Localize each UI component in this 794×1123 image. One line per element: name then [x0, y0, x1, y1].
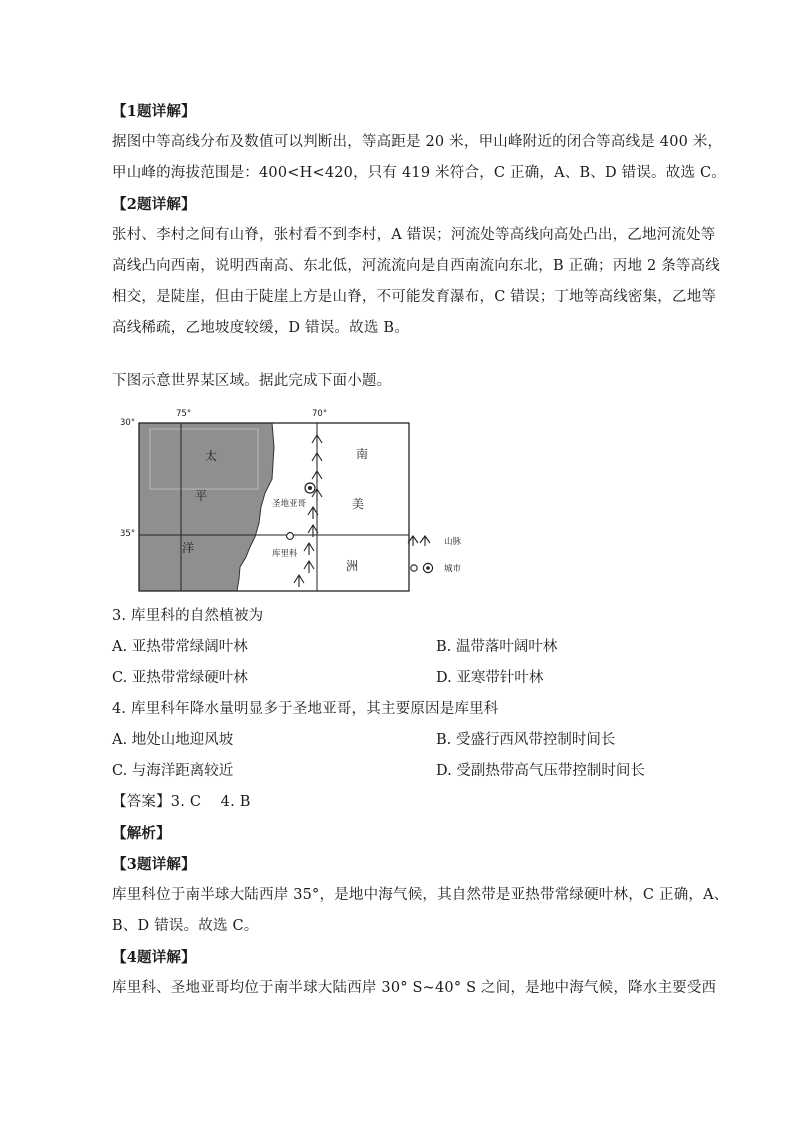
label-lon-75: 75°: [176, 409, 192, 419]
legend-mountain-label: 山脉: [444, 537, 462, 547]
option-3a: A. 亚热带常绿阔叶林: [112, 639, 248, 655]
label-curico: 库里科: [272, 549, 298, 559]
continent-char-1: 南: [356, 447, 369, 461]
question-3-options-row2: [112, 663, 682, 694]
label-santiago: 圣地亚哥: [272, 499, 307, 509]
section-head-q4: 【4题详解】: [112, 949, 196, 966]
option-3c: C. 亚热带常绿硬叶林: [112, 670, 248, 686]
option-4c: C. 与海洋距离较近: [112, 763, 234, 779]
paragraph-line: 高线凸向西南，说明西南高、东北低，河流流向是自西南流向东北，B 正确；丙地 2 条等高线: [112, 258, 721, 274]
question-4-stem: 4. 库里科年降水量明显多于圣地亚哥，其主要原因是库里科: [112, 701, 499, 717]
continent-char-3: 洲: [346, 559, 359, 573]
label-lat-30: 30°: [120, 418, 136, 428]
section-head-q1: 【1题详解】: [112, 103, 196, 120]
option-4b: B. 受盛行西风带控制时间长: [436, 732, 616, 748]
legend-mountain-icon: [408, 536, 430, 546]
option-3d: D. 亚寒带针叶林: [436, 670, 544, 686]
question-3-stem: 3. 库里科的自然植被为: [112, 608, 264, 624]
continent-char-2: 美: [352, 497, 365, 511]
option-4a: A. 地处山地迎风坡: [112, 732, 234, 748]
paragraph-line: 相交，是陡崖，但由于陡崖上方是山脊，不可能发育瀑布，C 错误；丁地等高线密集，乙地等: [112, 289, 717, 305]
intro-text: 下图示意世界某区域。据此完成下面小题。: [112, 373, 392, 389]
santiago-city-inner: [308, 486, 312, 490]
option-4d: D. 受副热带高气压带控制时间长: [436, 763, 645, 779]
ocean-char-3: 洋: [182, 541, 195, 555]
paragraph-line: 据图中等高线分布及数值可以判断出，等高距是 20 米，甲山峰附近的闭合等高线是 400 米，: [112, 134, 723, 150]
andes-mountain-symbols: [294, 435, 322, 587]
section-head-q2: 【2题详解】: [112, 196, 196, 213]
paragraph-line: 甲山峰的海拔范围是：400<H<420，只有 419 米符合，C 正确，A、B、D 错误。故选 C。: [112, 165, 726, 181]
label-lon-70: 70°: [312, 409, 328, 419]
paragraph-line: B、D 错误。故选 C。: [112, 918, 259, 934]
label-lat-35: 35°: [120, 529, 136, 539]
answer-line: 【答案】3. C 4. B: [112, 794, 251, 810]
paragraph-line: 高线稀疏，乙地坡度较缓，D 错误。故选 B。: [112, 320, 409, 336]
question-3-options-row1: [112, 632, 682, 663]
option-3b: B. 温带落叶阔叶林: [436, 639, 558, 655]
legend-city-small-icon: [411, 565, 417, 571]
curico-city: [287, 533, 294, 540]
section-head-q3: 【3题详解】: [112, 856, 196, 873]
paragraph-line: 库里科、圣地亚哥均位于南半球大陆西岸 30° S~40° S 之间，是地中海气候，降水主要受西: [112, 980, 717, 996]
paragraph-line: 张村、李村之间有山脊，张村看不到李村，A 错误；河流处等高线向高处凸出，乙地河流处等: [112, 227, 716, 243]
paragraph-line: 库里科位于南半球大陆西岸 35°，是地中海气候，其自然带是亚热带常绿硬叶林，C 正确，A、: [112, 887, 729, 903]
ocean-char-2: 平: [195, 489, 208, 503]
ocean-char-1: 太: [205, 449, 218, 463]
analysis-head: 【解析】: [112, 825, 171, 842]
question-4-options-row1: [112, 725, 682, 756]
page-content: [112, 96, 729, 1004]
question-4-options-row2: [112, 756, 682, 787]
region-map: [112, 407, 472, 593]
legend-city-label: 城市: [444, 564, 462, 574]
